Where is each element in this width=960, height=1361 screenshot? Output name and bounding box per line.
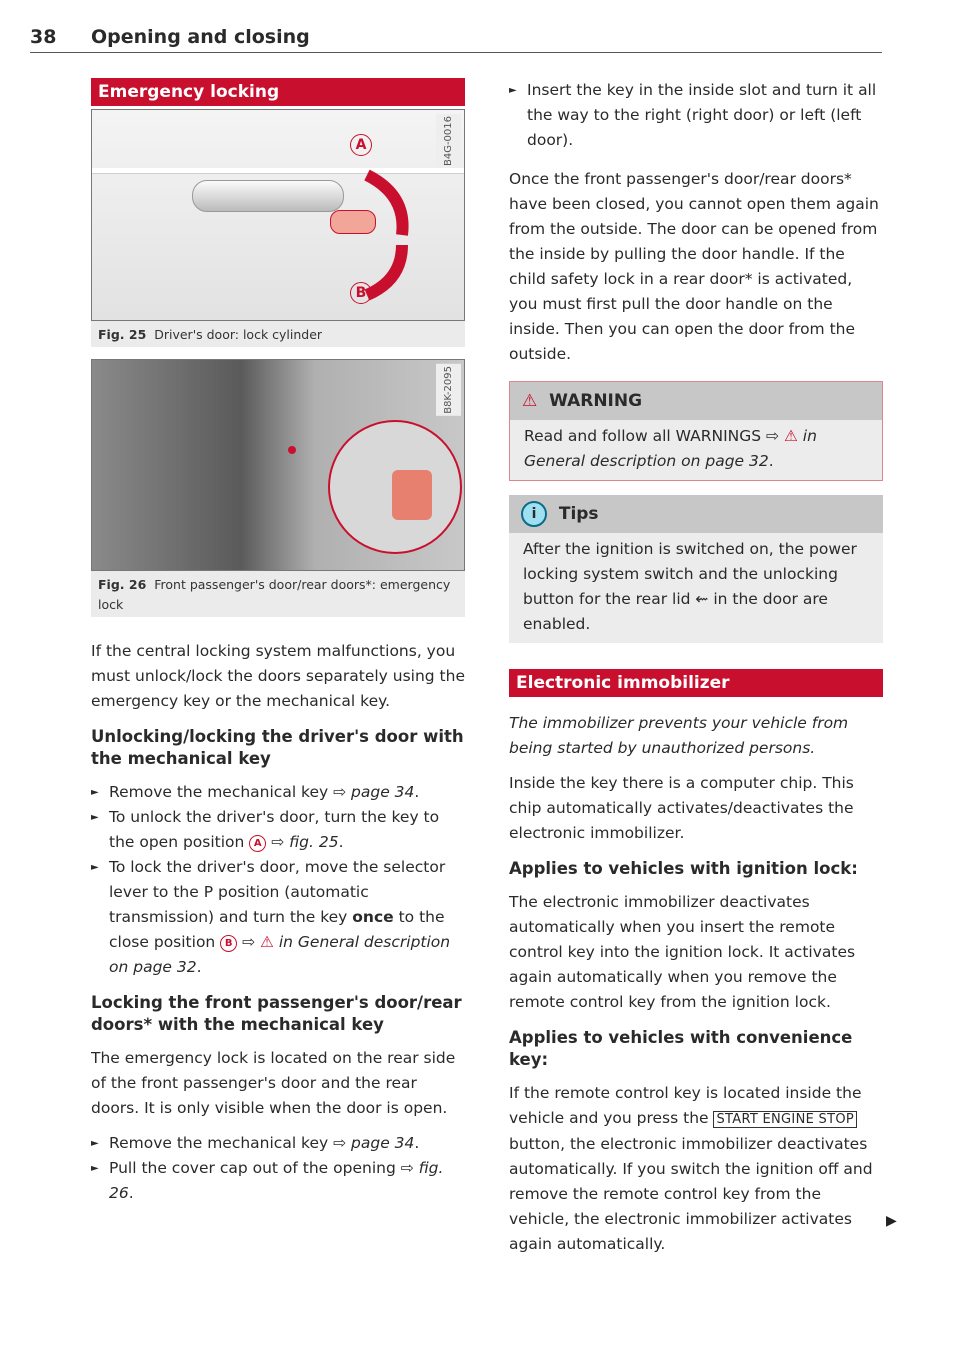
step-item: ► Insert the key in the inside slot and turn it all the way to the right (right door) or left (left door). bbox=[509, 78, 883, 153]
door-handle-illustration bbox=[91, 109, 465, 321]
step-item: ► To lock the driver's door, move the selector lever to the P position (automatic transmission) and turn the key once to the close position B ⇨ ⚠ in General description on page 32. bbox=[91, 855, 465, 980]
subheading: Applies to vehicles with convenience key: bbox=[509, 1028, 853, 1069]
page-header bbox=[30, 24, 882, 53]
page-link[interactable]: page 34 bbox=[351, 1134, 415, 1152]
warning-triangle-icon: ⚠ bbox=[260, 933, 274, 951]
position-b-label: B bbox=[350, 282, 372, 304]
subheading: Unlocking/locking the driver's door with the mechanical key bbox=[91, 727, 464, 768]
figure-code: B4G-0016 bbox=[436, 114, 461, 168]
subheading: Applies to vehicles with ignition lock: bbox=[509, 859, 858, 878]
page-link[interactable]: in General description on page 32 bbox=[524, 427, 817, 470]
position-b-icon: B bbox=[220, 935, 237, 952]
caption-text: Front passenger's door/rear doors*: emergency lock bbox=[98, 577, 451, 612]
figure-number: Fig. 26 bbox=[98, 577, 147, 592]
paragraph: The emergency lock is located on the rear side of the front passenger's door and the rear doors. It is only visible when the door is open. bbox=[91, 1049, 456, 1117]
tips-box: i Tips After the ignition is switched on, the power locking system switch and the unlocking button for the rear lid ⇜ in the door are enabled. bbox=[509, 495, 883, 643]
continued-arrow-icon: ▶ bbox=[886, 1213, 897, 1229]
paragraph: The electronic immobilizer deactivates automatically when you insert the remote control key into the ignition lock. It activates again automatically when you remove the remote control key from the ignition lock. bbox=[509, 893, 856, 1011]
tips-title: Tips bbox=[558, 504, 599, 524]
figure-25 bbox=[91, 109, 465, 347]
warning-triangle-icon: ⚠ bbox=[783, 427, 798, 445]
figure-link[interactable]: fig. 26 bbox=[109, 1159, 444, 1202]
chapter-title: Opening and closing bbox=[91, 26, 310, 48]
section-title: Electronic immobilizer bbox=[509, 669, 883, 697]
paragraph: If the remote control key is located inside the vehicle and you press the START ENGINE STOP button, the electronic immobilizer deactivates automatically. If you switch the ignition off and remove the remote control key from the vehicle, the electronic immobilizer activates again automatically. bbox=[509, 1084, 873, 1253]
rear-lid-icon: ⇜ bbox=[695, 590, 709, 608]
figure-26 bbox=[91, 359, 465, 617]
step-item: ► Pull the cover cap out of the opening ⇨ fig. 26. bbox=[91, 1156, 465, 1206]
page-link[interactable]: in General description on page 32 bbox=[109, 933, 451, 976]
step-item: ► Remove the mechanical key ⇨ page 34. bbox=[91, 1131, 465, 1156]
page-number: 38 bbox=[30, 26, 57, 48]
page-link[interactable]: page 34 bbox=[351, 783, 415, 801]
figure-number: Fig. 25 bbox=[98, 327, 147, 342]
caption-text: Driver's door: lock cylinder bbox=[154, 327, 323, 342]
figure-code: B8K-2095 bbox=[436, 364, 461, 416]
right-column bbox=[509, 78, 883, 1267]
figure-caption bbox=[91, 321, 465, 347]
lead-paragraph: The immobilizer prevents your vehicle from being started by unauthorized persons. bbox=[509, 714, 849, 757]
step-list bbox=[91, 780, 465, 980]
paragraph: Once the front passenger's door/rear doors* have been closed, you cannot open them again from the outside. The door can be opened from the inside by pulling the door handle. If the child safety lock in a rear door* is activated, you must first pull the door handle on the inside. Then you can open the door from the outside. bbox=[509, 170, 879, 363]
position-a-icon: A bbox=[249, 835, 266, 852]
section-title: Emergency locking bbox=[91, 78, 465, 106]
left-column bbox=[91, 78, 465, 1206]
figure-caption bbox=[91, 571, 465, 617]
position-a-label: A bbox=[350, 134, 372, 156]
subheading: Locking the front passenger's door/rear doors* with the mechanical key bbox=[91, 993, 462, 1034]
figure-link[interactable]: fig. 25 bbox=[289, 833, 339, 851]
info-icon: i bbox=[521, 501, 547, 527]
warning-title: WARNING bbox=[549, 391, 643, 411]
intro-paragraph: If the central locking system malfunctions, you must unlock/lock the doors separately using the emergency key or the mechanical key. bbox=[91, 642, 465, 710]
paragraph: Inside the key there is a computer chip. This chip automatically activates/deactivates the electronic immobilizer. bbox=[509, 774, 854, 842]
start-engine-stop-key: START ENGINE STOP bbox=[713, 1111, 857, 1128]
step-item: ► Remove the mechanical key ⇨ page 34. bbox=[91, 780, 465, 805]
warning-box: ⚠ WARNING Read and follow all WARNINGS ⇨ ⚠ in General description on page 32. bbox=[509, 381, 883, 481]
step-item: ► To unlock the driver's door, turn the key to the open position A ⇨ fig. 25. bbox=[91, 805, 465, 855]
door-emergency-lock-illustration bbox=[91, 359, 465, 571]
warning-triangle-icon: ⚠ bbox=[522, 391, 538, 411]
